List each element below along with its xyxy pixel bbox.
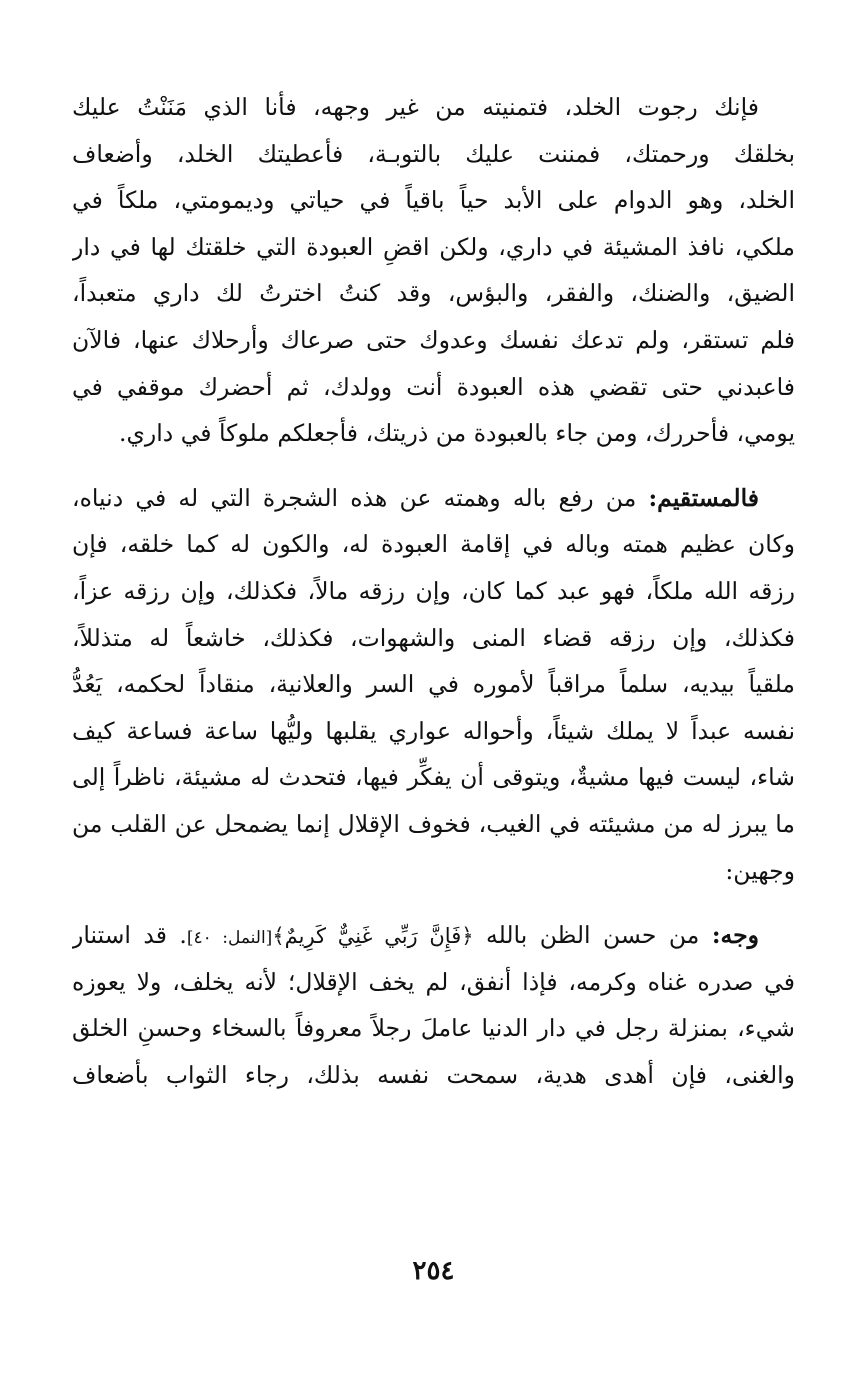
text-line: وجهين: [725, 856, 795, 885]
text-line: الخلد، وهو الدوام على الأبد حياً باقياً في حياتي وديمومتي، ملكاً في [72, 186, 795, 215]
text-line: رزقه الله ملكاً، فهو عبد كما كان، وإن رزقه مالاً، فكذلك، وإن رزقه عزاً، [72, 576, 795, 605]
text-line: نفسه عبداً لا يملك شيئاً، وأحواله عواري يقلبها وليُّها ساعة فساعة كيف [72, 716, 795, 745]
quran-verse: ﴿فَإِنَّ رَبِّي غَنِيٌّ كَرِيمٌ﴾ [272, 924, 474, 949]
paragraph-lead-term: وجه: [711, 921, 760, 950]
paragraph-1 [72, 84, 795, 457]
text-line: ما يبرز له من مشيئته في الغيب، فخوف الإقلال إنما يضمحل عن القلب من [72, 809, 795, 838]
paragraph-lead-term: فالمستقيم: [648, 483, 759, 512]
text-span: من حسن الظن بالله [473, 921, 712, 950]
body-text [72, 84, 795, 1098]
text-line: فإنك رجوت الخلد، فتمنيته من غير وجهه، فأنا الذي مَنَنْتُ عليك [72, 93, 759, 121]
text-line [72, 475, 795, 522]
text-line: الضيق، والضنك، والفقر، والبؤس، وقد كنتُ اخترتُ لك داري متعبداً، [72, 279, 795, 308]
text-line: في صدره غناه وكرمه، فإذا أنفق، لم يخف الإقلال؛ لأنه يخلف، ولا يعوزه [72, 967, 795, 996]
text-line: فاعبدني حتى تقضي هذه العبودة أنت وولدك، ثم أحضرك موقفي في [72, 372, 795, 401]
paragraph-2 [72, 475, 795, 894]
text-line: فكذلك، وإن رزقه قضاء المنى والشهوات، فكذلك، خاشعاً له متذللاً، [72, 623, 795, 652]
text-line: وكان عظيم همته وباله في إقامة العبودة له، والكون له كما خلقه، فإن [72, 530, 795, 559]
paragraph-3 [72, 912, 795, 1098]
text-line: ملقياً بيديه، سلماً مراقباً لأموره في السر والعلانية، منقاداً لحكمه، يَعُدُّ [72, 670, 795, 699]
text-line: بخلقك ورحمتك، فمننت عليك بالتوبـة، فأعطيتك الخلد، وأضعاف [72, 139, 795, 168]
page-number: ٢٥٤ [412, 1256, 455, 1286]
text-line: ملكي، نافذ المشيئة في داري، ولكن اقضِ العبودة التي خلقتك لها في دار [72, 232, 795, 261]
text-line: شاء، ليست فيها مشيةٌ، ويتوقى أن يفكِّر فيها، فتحدث له مشيئة، ناظراً إلى [72, 763, 795, 792]
text-line: شيء، بمنزلة رجل في دار الدنيا عاملَ رجلاً معروفاً بالسخاء وحسنِ الخلق [72, 1014, 795, 1043]
text-line [72, 912, 795, 959]
verse-reference: [النمل: ٤٠] [186, 928, 273, 949]
text-span: . قد استنار [72, 921, 187, 950]
text-span: من رفع باله وهمته عن هذه الشجرة التي له في دنياه، [72, 483, 649, 512]
text-line: فلم تستقر، ولم تدعك نفسك وعدوك حتى صرعاك وأرحلاك عنها، فالآن [72, 325, 795, 354]
text-line: يومي، فأحررك، ومن جاء بالعبودة من ذريتك، فأجعلكم ملوكاً في داري. [119, 419, 795, 448]
text-line: والغنى، فإن أهدى هدية، سمحت نفسه بذلك، رجاء الثواب بأضعاف [72, 1060, 795, 1089]
